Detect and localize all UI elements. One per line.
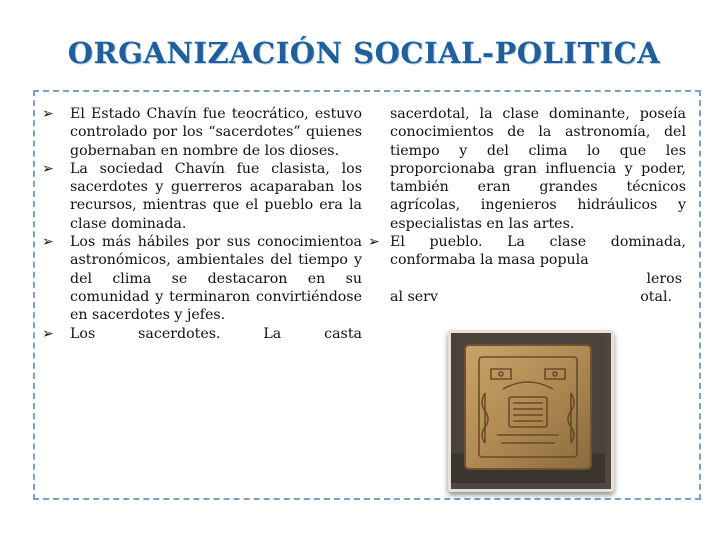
bullet-arrow-icon: ➢ <box>42 160 54 177</box>
slide-title: ORGANIZACIÓN SOCIAL-POLITICA <box>67 36 661 70</box>
hidden-text-end: leros <box>646 270 682 287</box>
hidden-text-end: otal. <box>640 288 672 305</box>
bullet-text: Los sacerdotes. La casta <box>70 325 362 342</box>
bullet-text: El Estado Chavín fue teocrático, estuvo controlado por los “sacerdotes” quienes gobernaban en nombre de los dioses. <box>70 106 362 159</box>
bullet-item <box>40 160 362 233</box>
hidden-text-start: al serv <box>390 288 438 305</box>
chavin-stone-carving-image <box>448 330 614 492</box>
bullet-text: Los más hábiles por sus conocimientoa astronómicos, ambientales del tiempo y del clima se destacaron en su comunidad y terminaron convirtiéndose en sacerdotes y jefes. <box>70 234 362 324</box>
bullet-arrow-icon: ➢ <box>42 234 54 251</box>
left-column <box>40 105 362 343</box>
stone-carving-drawing <box>451 333 605 483</box>
bullet-arrow-icon: ➢ <box>42 325 54 342</box>
bullet-item <box>40 325 362 343</box>
partially-hidden-line <box>366 270 686 288</box>
bullet-item <box>366 233 686 270</box>
bullet-arrow-icon: ➢ <box>368 234 380 251</box>
bullet-arrow-icon: ➢ <box>42 106 54 122</box>
partially-hidden-line <box>366 288 686 306</box>
bullet-continuation <box>366 105 686 233</box>
bullet-item <box>40 105 362 160</box>
continuation-text: sacerdotal, la clase dominante, poseía conocimientos de la astronomía, del tiempo y del clima lo que les proporcionaba gran influencia y poder, también eran grandes técnicos agrícolas, ingenieros hidráulicos y especialistas en las artes. <box>390 106 686 232</box>
bullet-item <box>40 233 362 324</box>
bullet-text: El pueblo. La clase dominada, conformaba la masa popula <box>390 234 686 269</box>
bullet-text: La sociedad Chavín fue clasista, los sacerdotes y guerreros acaparaban los recursos, mientras que el pueblo era la clase dominada. <box>70 160 362 232</box>
right-column <box>366 105 686 306</box>
